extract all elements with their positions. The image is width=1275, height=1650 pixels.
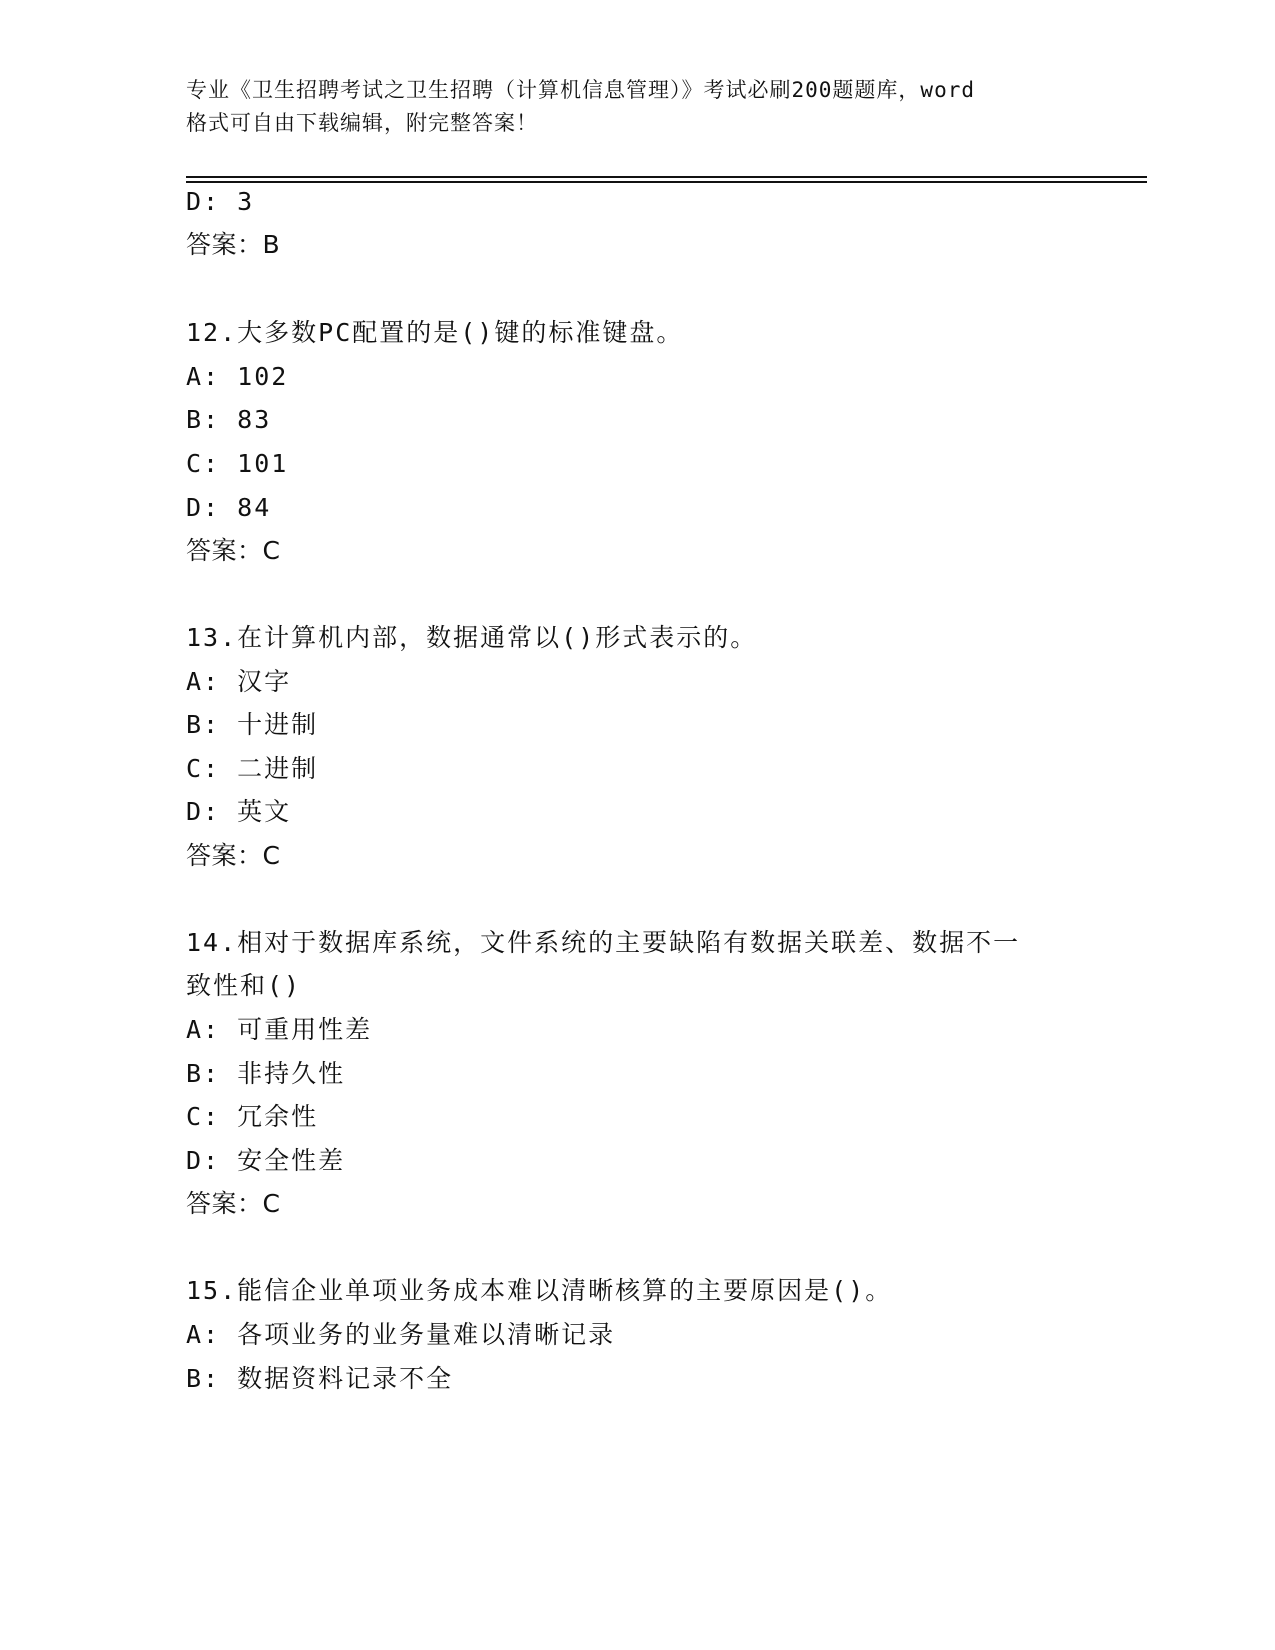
document-header bbox=[186, 74, 1096, 140]
option-a: A: 汉字 bbox=[186, 667, 292, 696]
answer: 答案：C bbox=[186, 1189, 281, 1218]
answer: 答案：C bbox=[186, 841, 281, 870]
option-d: D: 英文 bbox=[186, 797, 292, 826]
answer: 答案：C bbox=[186, 536, 281, 565]
option-a: A: 可重用性差 bbox=[186, 1015, 373, 1044]
question-stem: 12.大多数PC配置的是()键的标准键盘。 bbox=[186, 318, 684, 347]
option-b: B: 数据资料记录不全 bbox=[186, 1364, 454, 1393]
question-stem-line-1: 14.相对于数据库系统，文件系统的主要缺陷有数据关联差、数据不一 bbox=[186, 928, 1021, 957]
option-c: C: 101 bbox=[186, 449, 289, 478]
option-a: A: 各项业务的业务量难以清晰记录 bbox=[186, 1320, 616, 1349]
option-b: B: 十进制 bbox=[186, 710, 319, 739]
option-d: D: 84 bbox=[186, 493, 272, 522]
option-b: B: 83 bbox=[186, 405, 272, 434]
option-b: B: 非持久性 bbox=[186, 1059, 346, 1088]
option-d: D: 安全性差 bbox=[186, 1146, 346, 1175]
option-c: C: 冗余性 bbox=[186, 1102, 319, 1131]
prev-answer: 答案：B bbox=[186, 230, 281, 259]
option-a: A: 102 bbox=[186, 362, 289, 391]
header-divider-top bbox=[186, 176, 1147, 178]
question-stem-line-2: 致性和() bbox=[186, 971, 302, 1000]
header-title-line-2: 格式可自由下载编辑，附完整答案！ bbox=[186, 111, 538, 135]
option-c: C: 二进制 bbox=[186, 754, 319, 783]
header-title-line-1: 专业《卫生招聘考试之卫生招聘（计算机信息管理）》考试必刷200题题库，word bbox=[186, 78, 975, 102]
prev-option-d: D: 3 bbox=[186, 187, 255, 216]
header-divider-bottom bbox=[186, 181, 1147, 183]
question-stem: 15.能信企业单项业务成本难以清晰核算的主要原因是()。 bbox=[186, 1276, 893, 1305]
question-stem: 13.在计算机内部，数据通常以()形式表示的。 bbox=[186, 623, 758, 652]
